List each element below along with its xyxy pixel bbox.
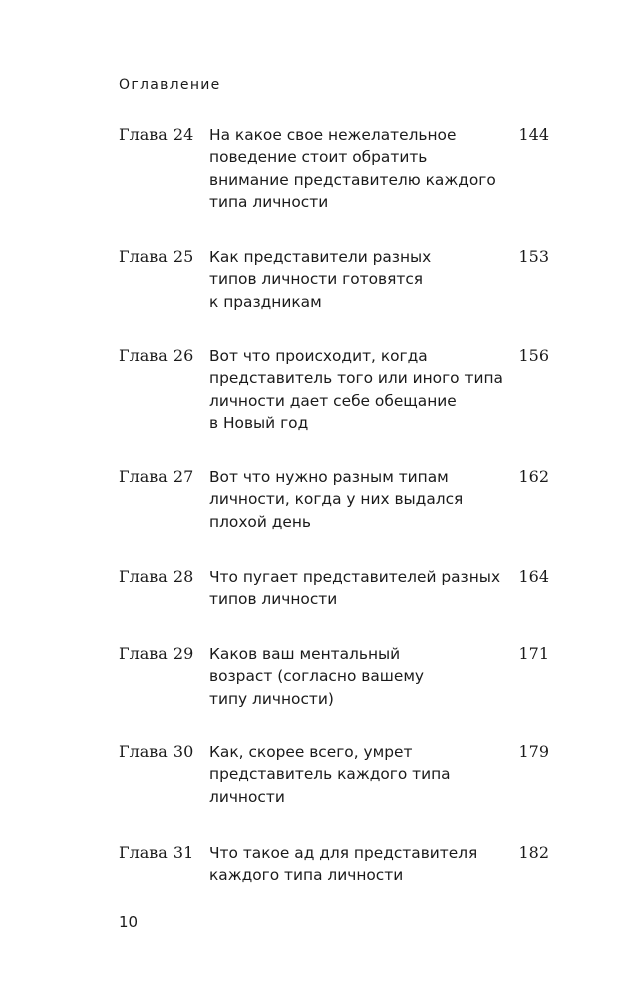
chapter-title-line: представитель каждого типа [209, 765, 451, 784]
chapter-page-number: 171 [518, 644, 549, 663]
chapter-title [209, 124, 494, 213]
chapter-title-line: типов личности [209, 590, 338, 609]
chapter-label: Глава 27 [119, 467, 194, 486]
chapter-page-number: 156 [518, 346, 549, 365]
chapter-label: Глава 29 [119, 644, 194, 663]
chapter-page-number: 153 [518, 247, 549, 266]
chapter-title-line: На какое свое нежелательное [209, 126, 457, 144]
chapter-title-line: Как, скорее всего, умрет [209, 743, 413, 761]
chapter-title-line: типу личности) [209, 689, 334, 708]
chapter-page-number: 162 [518, 467, 549, 486]
chapter-title-line: плохой день [209, 512, 311, 531]
chapter-page-number: 179 [518, 742, 549, 761]
chapter-title-line: представитель того или иного типа [209, 369, 503, 388]
chapter-title-line: Что пугает представителей разных [209, 568, 501, 586]
chapter-title [209, 566, 501, 611]
chapter-title-line: Что такое ад для представителя [209, 844, 478, 862]
chapter-title-line: каждого типа личности [209, 866, 404, 885]
chapter-title [209, 345, 503, 434]
chapter-title-line: возраст (согласно вашему [209, 667, 425, 686]
chapter-title [209, 741, 494, 808]
chapter-title [209, 842, 494, 887]
chapter-title-line: типов личности готовятся [209, 270, 424, 289]
chapter-title [209, 246, 494, 313]
chapter-label: Глава 30 [119, 742, 194, 761]
chapter-title [209, 466, 494, 533]
chapter-title [209, 643, 494, 710]
chapter-title-line: Вот что происходит, когда [209, 347, 428, 365]
chapter-title-line: типа личности [209, 192, 329, 211]
chapter-title-line: в Новый год [209, 413, 309, 432]
chapter-page-number: 182 [518, 843, 549, 862]
chapter-page-number: 164 [518, 567, 549, 586]
chapter-label: Глава 28 [119, 567, 194, 586]
running-head: Оглавление [119, 77, 221, 93]
chapter-title-line: Каков ваш ментальный [209, 645, 401, 663]
chapter-title-line: к праздникам [209, 292, 322, 311]
chapter-title-line: внимание представителю каждого [209, 170, 496, 189]
chapter-title-line: поведение стоит обратить [209, 148, 428, 167]
chapter-title-line: Как представители разных [209, 248, 432, 266]
page-number: 10 [119, 913, 139, 931]
chapter-title-line: Вот что нужно разным типам [209, 468, 449, 486]
chapter-label: Глава 25 [119, 247, 194, 266]
chapter-label: Глава 31 [119, 843, 194, 862]
chapter-label: Глава 26 [119, 346, 194, 365]
chapter-title-line: личности, когда у них выдался [209, 490, 464, 509]
chapter-page-number: 144 [518, 125, 549, 144]
chapter-title-line: личности дает себе обещание [209, 391, 457, 410]
chapter-label: Глава 24 [119, 125, 194, 144]
chapter-title-line: личности [209, 787, 285, 806]
